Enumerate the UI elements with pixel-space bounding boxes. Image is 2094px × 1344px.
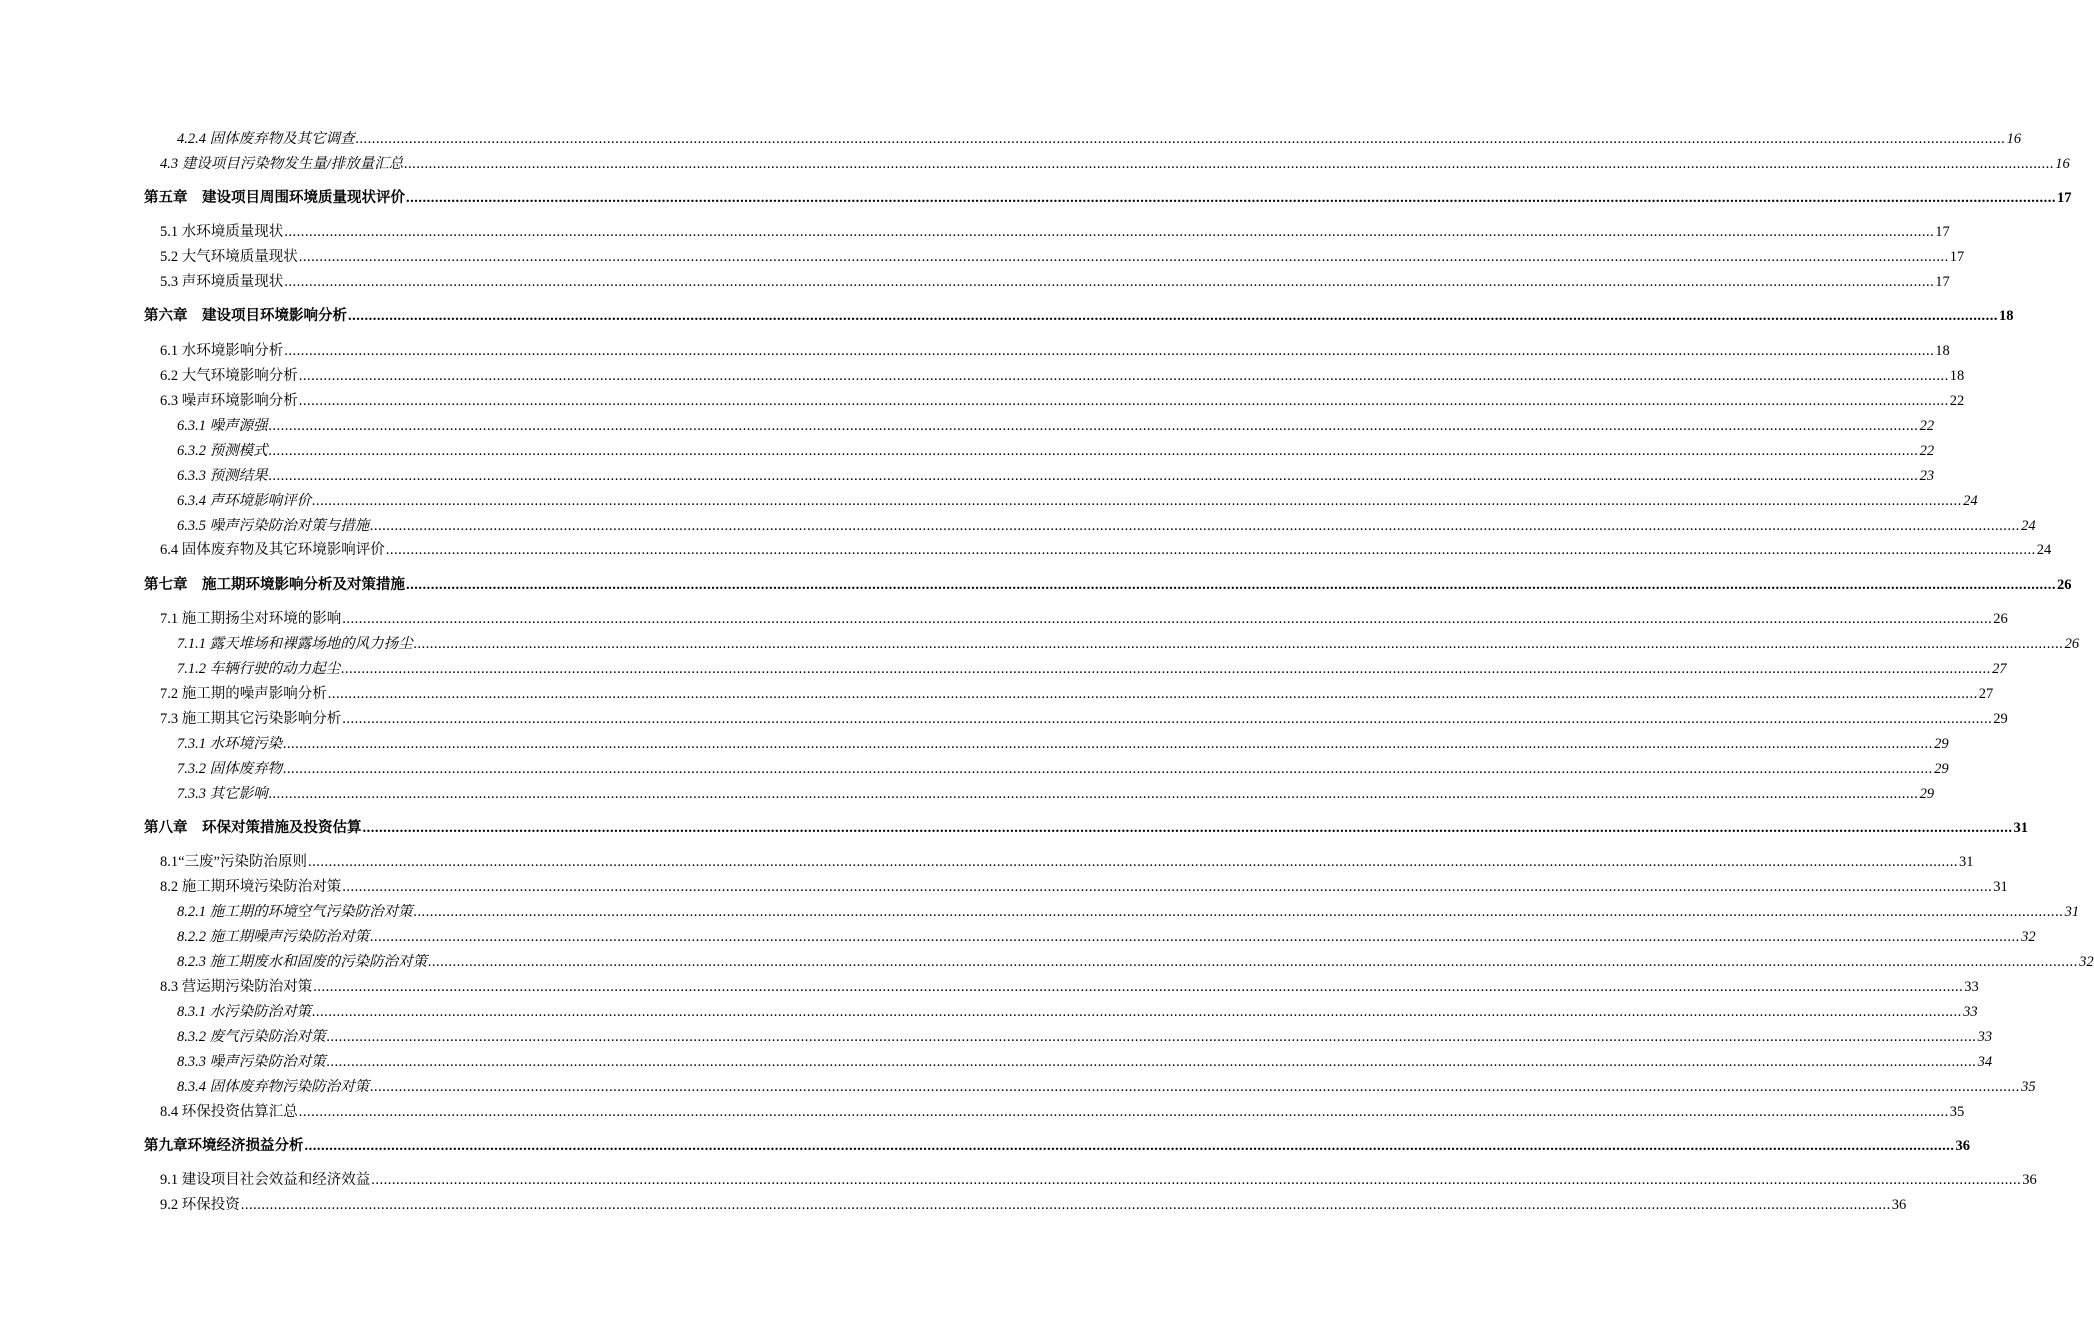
- toc-subsection-entry[interactable]: [177, 953, 2094, 971]
- toc-page-number: 26: [1993, 611, 2008, 627]
- toc-page-number: 35: [2021, 1079, 2036, 1095]
- toc-dot-leader: ................................................................................................................................................................................................................................................................................................................................................................................................................: [413, 636, 2064, 652]
- toc-entry-title: 4.2.4 固体废弃物及其它调查: [177, 131, 355, 147]
- toc-entry-title: 8.2.3 施工期废水和固废的污染防治对策: [177, 954, 428, 970]
- toc-chapter-entry[interactable]: [144, 307, 2014, 325]
- toc-page-number: 31: [2064, 904, 2080, 920]
- toc-subsection-entry[interactable]: [177, 785, 1935, 803]
- toc-subsection-entry[interactable]: [177, 1053, 1993, 1071]
- toc-subsection-entry[interactable]: [177, 1003, 1978, 1021]
- toc-page-number: 33: [1977, 1029, 1993, 1045]
- toc-dot-leader: ................................................................................................................................................................................................................................................................................................................................................................................................................: [298, 368, 1949, 384]
- toc-page-number: 16: [2006, 131, 2022, 147]
- toc-entry-title: 8.3 营运期污染防治对策: [160, 979, 313, 995]
- toc-page-number: 32: [2079, 954, 2094, 970]
- toc-dot-leader: ................................................................................................................................................................................................................................................................................................................................................................................................................: [312, 1004, 1963, 1020]
- toc-page-number: 29: [1934, 736, 1949, 752]
- toc-page-number: 17: [1935, 224, 1950, 240]
- toc-entry-title: 6.3 噪声环境影响分析: [160, 393, 298, 409]
- toc-dot-leader: ................................................................................................................................................................................................................................................................................................................................................................................................................: [342, 711, 1993, 727]
- toc-entry-title: 第九章环境经济损益分析: [144, 1138, 304, 1154]
- toc-entry-title: 6.3.5 噪声污染防治对策与措施: [177, 518, 370, 534]
- toc-entry-title: 7.3.2 固体废弃物: [177, 761, 283, 777]
- toc-entry-title: 8.3.3 噪声污染防治对策: [177, 1054, 326, 1070]
- toc-entry-title: 8.1“三废”污染防治原则: [160, 854, 307, 870]
- toc-section-entry[interactable]: [160, 367, 1965, 385]
- toc-page-number: 29: [1919, 786, 1935, 802]
- toc-section-entry[interactable]: [160, 610, 2008, 628]
- toc-dot-leader: ................................................................................................................................................................................................................................................................................................................................................................................................................: [268, 468, 1919, 484]
- toc-section-entry[interactable]: [160, 155, 2070, 173]
- toc-chapter-entry[interactable]: [144, 576, 2072, 594]
- toc-subsection-entry[interactable]: [177, 1028, 1993, 1046]
- toc-entry-title: 7.2 施工期的噪声影响分析: [160, 686, 327, 702]
- toc-section-entry[interactable]: [160, 392, 1965, 410]
- toc-dot-leader: ................................................................................................................................................................................................................................................................................................................................................................................................................: [304, 1138, 1955, 1154]
- toc-subsection-entry[interactable]: [177, 417, 1935, 435]
- toc-subsection-entry[interactable]: [177, 928, 2036, 946]
- toc-dot-leader: ................................................................................................................................................................................................................................................................................................................................................................................................................: [308, 854, 1958, 870]
- toc-subsection-entry[interactable]: [177, 130, 2022, 148]
- toc-entry-title: 5.1 水环境质量现状: [160, 224, 284, 240]
- toc-chapter-entry[interactable]: [144, 819, 2028, 837]
- toc-page-number: 36: [1955, 1138, 1970, 1154]
- toc-entry-title: 7.3.1 水环境污染: [177, 736, 283, 752]
- toc-entry-title: 9.2 环保投资: [160, 1197, 240, 1213]
- toc-dot-leader: ................................................................................................................................................................................................................................................................................................................................................................................................................: [341, 661, 1992, 677]
- toc-page-number: 22: [1919, 443, 1935, 459]
- toc-page-number: 22: [1919, 418, 1935, 434]
- toc-page-number: 31: [1959, 854, 1974, 870]
- toc-page-number: 17: [2057, 190, 2072, 206]
- toc-entry-title: 7.3 施工期其它污染影响分析: [160, 711, 342, 727]
- toc-section-entry[interactable]: [160, 273, 1950, 291]
- toc-entry-title: 6.3.1 噪声源强: [177, 418, 268, 434]
- toc-section-entry[interactable]: [160, 1103, 1965, 1121]
- toc-entry-title: 第五章 建设项目周围环境质量现状评价: [144, 190, 405, 206]
- toc-page-number: 26: [2064, 636, 2080, 652]
- toc-entry-title: 6.1 水环境影响分析: [160, 343, 284, 359]
- toc-subsection-entry[interactable]: [177, 903, 2080, 921]
- toc-section-entry[interactable]: [160, 1171, 2037, 1189]
- toc-subsection-entry[interactable]: [177, 635, 2080, 653]
- toc-entry-title: 6.3.3 预测结果: [177, 468, 268, 484]
- toc-page-number: 24: [1963, 493, 1978, 509]
- toc-subsection-entry[interactable]: [177, 660, 2007, 678]
- toc-section-entry[interactable]: [160, 853, 1974, 871]
- toc-section-entry[interactable]: [160, 685, 1994, 703]
- toc-dot-leader: ................................................................................................................................................................................................................................................................................................................................................................................................................: [385, 542, 2036, 558]
- toc-entry-title: 8.4 环保投资估算汇总: [160, 1104, 298, 1120]
- toc-subsection-entry[interactable]: [177, 467, 1935, 485]
- toc-entry-title: 4.3 建设项目污染物发生量/排放量汇总: [160, 156, 404, 172]
- toc-subsection-entry[interactable]: [177, 760, 1949, 778]
- toc-entry-title: 9.1 建设项目社会效益和经济效益: [160, 1172, 371, 1188]
- toc-page-number: 33: [1964, 979, 1979, 995]
- toc-dot-leader: ................................................................................................................................................................................................................................................................................................................................................................................................................: [355, 131, 2006, 147]
- toc-entry-title: 7.3.3 其它影响: [177, 786, 268, 802]
- toc-section-entry[interactable]: [160, 541, 2052, 559]
- toc-dot-leader: ................................................................................................................................................................................................................................................................................................................................................................................................................: [413, 904, 2064, 920]
- toc-page-number: 29: [1993, 711, 2008, 727]
- toc-chapter-entry[interactable]: [144, 1137, 1970, 1155]
- toc-subsection-entry[interactable]: [177, 517, 2036, 535]
- toc-dot-leader: ................................................................................................................................................................................................................................................................................................................................................................................................................: [268, 786, 1919, 802]
- toc-dot-leader: ................................................................................................................................................................................................................................................................................................................................................................................................................: [370, 929, 2021, 945]
- toc-page-number: 31: [1993, 879, 2008, 895]
- toc-dot-leader: ................................................................................................................................................................................................................................................................................................................................................................................................................: [428, 954, 2079, 970]
- toc-dot-leader: ................................................................................................................................................................................................................................................................................................................................................................................................................: [283, 736, 1934, 752]
- toc-dot-leader: ................................................................................................................................................................................................................................................................................................................................................................................................................: [370, 1079, 2021, 1095]
- toc-page-number: 29: [1934, 761, 1949, 777]
- toc-dot-leader: ................................................................................................................................................................................................................................................................................................................................................................................................................: [284, 274, 1935, 290]
- toc-entry-title: 第六章 建设项目环境影响分析: [144, 308, 347, 324]
- toc-entry-title: 7.1.1 露天堆场和裸露场地的风力扬尘: [177, 636, 413, 652]
- toc-page-number: 33: [1963, 1004, 1978, 1020]
- toc-chapter-entry[interactable]: [144, 189, 2072, 207]
- toc-dot-leader: ................................................................................................................................................................................................................................................................................................................................................................................................................: [371, 1172, 2022, 1188]
- toc-page-number: 18: [1999, 308, 2014, 324]
- toc-subsection-entry[interactable]: [177, 492, 1978, 510]
- toc-page-number: 36: [1891, 1197, 1907, 1213]
- toc-entry-title: 6.4 固体废弃物及其它环境影响评价: [160, 542, 385, 558]
- toc-page-number: 23: [1919, 468, 1935, 484]
- toc-dot-leader: ................................................................................................................................................................................................................................................................................................................................................................................................................: [342, 879, 1993, 895]
- toc-page-number: 18: [1935, 343, 1950, 359]
- toc-page-number: 31: [2013, 820, 2028, 836]
- toc-section-entry[interactable]: [160, 342, 1950, 360]
- toc-section-entry[interactable]: [160, 978, 1979, 996]
- toc-entry-title: 6.2 大气环境影响分析: [160, 368, 298, 384]
- toc-dot-leader: ................................................................................................................................................................................................................................................................................................................................................................................................................: [298, 393, 1949, 409]
- toc-section-entry[interactable]: [160, 710, 2008, 728]
- toc-dot-leader: ................................................................................................................................................................................................................................................................................................................................................................................................................: [298, 249, 1949, 265]
- toc-page-number: 22: [1949, 393, 1965, 409]
- toc-dot-leader: ................................................................................................................................................................................................................................................................................................................................................................................................................: [348, 308, 1998, 324]
- toc-entry-title: 6.3.4 声环境影响评价: [177, 493, 312, 509]
- toc-dot-leader: ................................................................................................................................................................................................................................................................................................................................................................................................................: [326, 1054, 1977, 1070]
- toc-page-number: 27: [1992, 661, 2007, 677]
- toc-entry-title: 8.3.2 废气污染防治对策: [177, 1029, 326, 1045]
- toc-section-entry[interactable]: [160, 248, 1965, 266]
- toc-page-number: 16: [2055, 156, 2070, 172]
- toc-page-number: 18: [1949, 368, 1965, 384]
- toc-entry-title: 第七章 施工期环境影响分析及对策措施: [144, 577, 405, 593]
- toc-dot-leader: ................................................................................................................................................................................................................................................................................................................................................................................................................: [406, 577, 2056, 593]
- toc-subsection-entry[interactable]: [177, 735, 1949, 753]
- toc-page-number: 24: [2036, 542, 2052, 558]
- toc-entry-title: 8.2.2 施工期噪声污染防治对策: [177, 929, 370, 945]
- toc-dot-leader: ................................................................................................................................................................................................................................................................................................................................................................................................................: [240, 1197, 1891, 1213]
- toc-dot-leader: ................................................................................................................................................................................................................................................................................................................................................................................................................: [284, 343, 1935, 359]
- toc-entry-title: 6.3.2 预测模式: [177, 443, 268, 459]
- toc-dot-leader: ................................................................................................................................................................................................................................................................................................................................................................................................................: [404, 156, 2055, 172]
- toc-entry-title: 5.2 大气环境质量现状: [160, 249, 298, 265]
- toc-dot-leader: ................................................................................................................................................................................................................................................................................................................................................................................................................: [268, 418, 1919, 434]
- toc-entry-title: 5.3 声环境质量现状: [160, 274, 284, 290]
- toc-dot-leader: ................................................................................................................................................................................................................................................................................................................................................................................................................: [313, 979, 1964, 995]
- toc-subsection-entry[interactable]: [177, 442, 1935, 460]
- toc-entry-title: 8.2 施工期环境污染防治对策: [160, 879, 342, 895]
- toc-dot-leader: ................................................................................................................................................................................................................................................................................................................................................................................................................: [326, 1029, 1977, 1045]
- toc-entry-title: 8.2.1 施工期的环境空气污染防治对策: [177, 904, 413, 920]
- toc-entry-title: 8.3.1 水污染防治对策: [177, 1004, 312, 1020]
- toc-entry-title: 7.1.2 车辆行驶的动力起尘: [177, 661, 341, 677]
- toc-dot-leader: ................................................................................................................................................................................................................................................................................................................................................................................................................: [342, 611, 1993, 627]
- toc-section-entry[interactable]: [160, 878, 2008, 896]
- toc-page-number: 34: [1977, 1054, 1993, 1070]
- toc-entry-title: 第八章 环保对策措施及投资估算: [144, 820, 362, 836]
- toc-dot-leader: ................................................................................................................................................................................................................................................................................................................................................................................................................: [327, 686, 1978, 702]
- toc-entry-title: 7.1 施工期扬尘对环境的影响: [160, 611, 342, 627]
- toc-dot-leader: ................................................................................................................................................................................................................................................................................................................................................................................................................: [362, 820, 2013, 836]
- toc-page-number: 17: [1935, 274, 1950, 290]
- toc-dot-leader: ................................................................................................................................................................................................................................................................................................................................................................................................................: [283, 761, 1934, 777]
- toc-entry-title: 8.3.4 固体废弃物污染防治对策: [177, 1079, 370, 1095]
- toc-page-number: 24: [2021, 518, 2036, 534]
- toc-page-number: 35: [1949, 1104, 1965, 1120]
- toc-dot-leader: ................................................................................................................................................................................................................................................................................................................................................................................................................: [312, 493, 1963, 509]
- toc-page-number: 26: [2057, 577, 2072, 593]
- toc-dot-leader: ................................................................................................................................................................................................................................................................................................................................................................................................................: [370, 518, 2021, 534]
- toc-dot-leader: ................................................................................................................................................................................................................................................................................................................................................................................................................: [268, 443, 1919, 459]
- toc-page-number: 27: [1978, 686, 1994, 702]
- toc-section-entry[interactable]: [160, 1196, 1907, 1214]
- toc-subsection-entry[interactable]: [177, 1078, 2036, 1096]
- toc-page-number: 36: [2022, 1172, 2037, 1188]
- toc-dot-leader: ................................................................................................................................................................................................................................................................................................................................................................................................................: [298, 1104, 1949, 1120]
- toc-dot-leader: ................................................................................................................................................................................................................................................................................................................................................................................................................: [284, 224, 1935, 240]
- toc-page-number: 17: [1949, 249, 1965, 265]
- toc-dot-leader: ................................................................................................................................................................................................................................................................................................................................................................................................................: [406, 190, 2056, 206]
- toc-section-entry[interactable]: [160, 223, 1950, 241]
- toc-page-number: 32: [2021, 929, 2036, 945]
